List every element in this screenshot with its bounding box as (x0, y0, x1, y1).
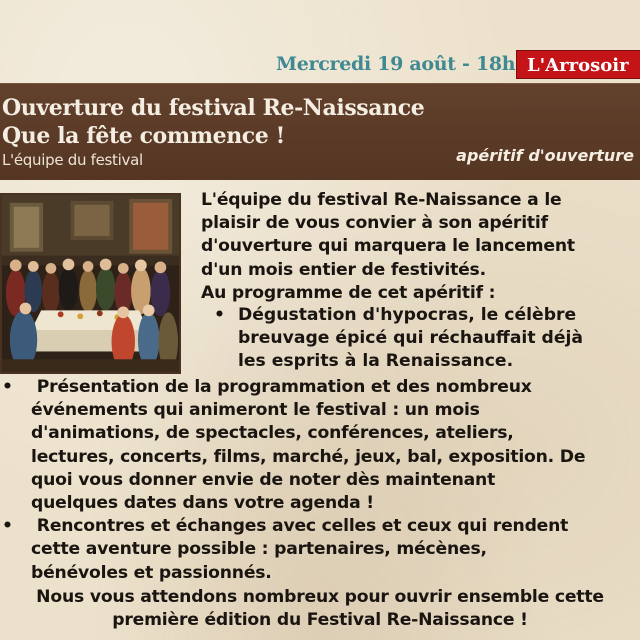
program-list (0, 376, 640, 585)
intro-line: d'un mois entier de festivités. (201, 259, 486, 280)
event-title-line: Que la fête commence ! (2, 123, 285, 149)
event-title (2, 94, 424, 150)
event-title-line: Ouverture du festival Re-Naissance (2, 95, 425, 121)
event-type-label: apéritif d'ouverture (456, 146, 634, 165)
closing-paragraph (0, 586, 640, 632)
venue-badge: L'Arrosoir (516, 50, 640, 79)
program-line: Présentation de la programmation et des nombreux (31, 377, 532, 397)
program-item-presentation (0, 376, 640, 515)
program-line: lectures, concerts, films, marché, jeux, bal, exposition. De (31, 446, 586, 467)
program-line: quelques dates dans votre agenda ! (31, 493, 374, 514)
bullet-dot: • (2, 377, 13, 397)
organizer-name: L'équipe du festival (2, 151, 143, 169)
program-item-hypocras (214, 304, 634, 374)
closing-line: Nous vous attendons nombreux pour ouvrir ensemble cette (36, 587, 604, 607)
program-line: Rencontres et échanges avec celles et ceux qui rendent (31, 516, 569, 537)
intro-line: L'équipe du festival Re-Naissance a le (201, 190, 562, 210)
intro-line: plaisir de vous convier à son apéritif (201, 213, 548, 234)
intro-paragraph (201, 189, 637, 305)
bullet-dot: • (2, 516, 13, 537)
program-line: breuvage épicé qui réchauffait déjà (238, 328, 583, 349)
intro-line: Au programme de cet apéritif : (201, 282, 496, 303)
program-line: d'animations, de spectacles, conférences, ateliers, (31, 423, 514, 444)
program-line: Dégustation d'hypocras, le célèbre (238, 305, 577, 325)
program-item-meetings (0, 515, 640, 585)
intro-line: d'ouverture qui marquera le lancement (201, 236, 575, 257)
event-date: Mercredi 19 août - 18h (276, 53, 516, 75)
program-line: cette aventure possible : partenaires, mécènes, (31, 539, 487, 560)
bullet-dot: • (214, 305, 225, 325)
closing-line: première édition du Festival Re-Naissance ! (112, 610, 528, 631)
program-line: événements qui animeront le festival : un mois (31, 400, 480, 421)
program-line: bénévoles et passionnés. (31, 562, 272, 583)
renaissance-banquet-painting (0, 193, 181, 374)
program-line: quoi vous donner envie de noter dès maintenant (31, 469, 496, 490)
program-line: les esprits à la Renaissance. (238, 351, 514, 372)
